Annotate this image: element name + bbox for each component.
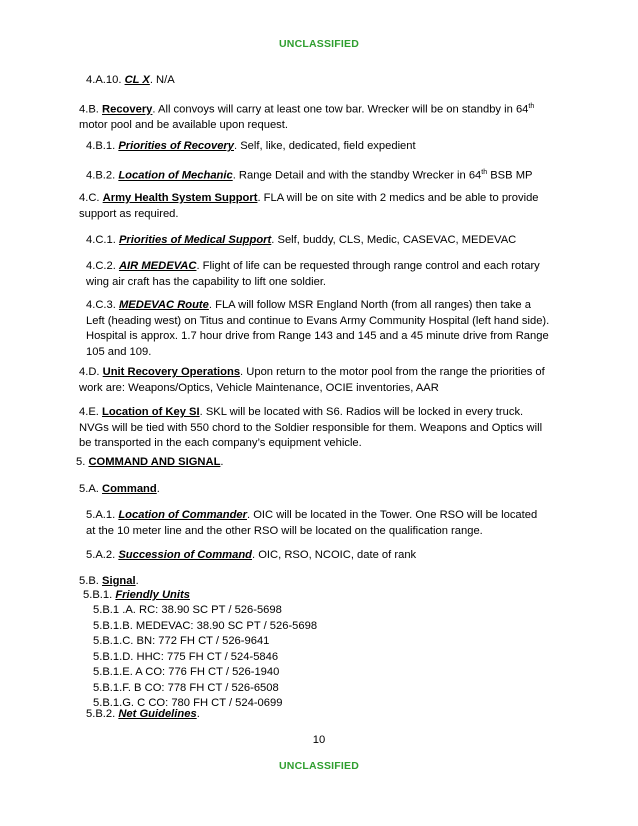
section-text: . (135, 575, 139, 587)
section-5 (76, 455, 224, 471)
list-item: 5.B.1 .A. RC: 38.90 SC PT / 526-5698 (93, 604, 282, 616)
section-title: Priorities of Medical Support (118, 234, 272, 246)
header-classification: UNCLASSIFIED (279, 38, 359, 50)
list-item: 5.B.1.G. C CO: 780 FH CT / 524-0699 (93, 697, 283, 709)
section-text-line4: 105 and 109. (86, 345, 152, 358)
section-4d (79, 365, 545, 396)
section-title: COMMAND AND SIGNAL (88, 456, 221, 468)
section-text-line2: at the 10 meter line and the other RSO will be located on the qualification range. (86, 524, 483, 537)
section-5a1 (86, 508, 537, 539)
section-title: CL X (124, 74, 150, 86)
section-title: Net Guidelines (118, 708, 197, 720)
section-4c2 (86, 259, 540, 290)
list-item: 5.B.1.D. HHC: 775 FH CT / 524-5846 (93, 650, 279, 663)
section-4a10 (86, 73, 175, 89)
section-number: 5.A.2. (86, 549, 119, 561)
section-text-line3: be transported in the each company’s equipment vehicle. (79, 437, 362, 449)
section-4b (79, 99, 534, 134)
section-text: . Range Detail and with the standby Wrecker in 64 (232, 169, 482, 182)
section-text: . (196, 708, 200, 720)
section-number: 5.B. (79, 575, 103, 587)
section-title: Location of Commander (118, 509, 248, 521)
section-text-line2: NVGs will be tied with 550 chord to the Soldier responsible for them. Weapons and Optics will (79, 421, 543, 434)
section-5b2 (86, 707, 200, 723)
section-text: . OIC will be located in the Tower. One RSO will be located (247, 509, 538, 521)
list-item: 5.B.1.B. MEDEVAC: 38.90 SC PT / 526-5698 (93, 619, 318, 632)
section-text: . OIC, RSO, NCOIC, date of rank (252, 549, 417, 561)
section-4b1 (86, 139, 416, 155)
section-text-line3: Hospital is approx. 1.7 hour drive from Range 143 and 145 and a 45 minute drive from Range (86, 330, 549, 342)
section-text: . All convoys will carry at least one tow bar. Wrecker will be on standby in 64 (152, 103, 529, 116)
section-text: . Self, like, dedicated, field expedient (234, 140, 416, 152)
section-text-line2: support as required. (79, 207, 179, 220)
section-4c1 (86, 233, 516, 249)
section-number: 5.B.1. (83, 589, 116, 601)
section-text-line2: work are: Weapons/Optics, Vehicle Maintenance, OCIE inventories, AAR (79, 381, 439, 394)
footer-classification: UNCLASSIFIED (279, 760, 359, 772)
section-title: Friendly Units (115, 589, 190, 601)
section-title: Command (102, 483, 157, 495)
section-number: 4.C.3. (86, 299, 119, 311)
superscript: th (528, 103, 535, 110)
section-number: 4.B. (79, 103, 103, 116)
section-title: Location of Key SI (102, 406, 200, 418)
section-number: 4.C. (79, 192, 103, 204)
section-title: Priorities of Recovery (118, 140, 234, 152)
list-item: 5.B.1.F. B CO: 778 FH CT / 526-6508 (93, 681, 279, 694)
section-4b2 (86, 165, 533, 184)
section-number: 4.C.2. (86, 260, 119, 272)
section-text: . N/A (149, 74, 175, 86)
section-title: Unit Recovery Operations (102, 366, 241, 378)
section-text-line2: Left (heading west) on Titus and continue to Evans Army Community Hospital (left hand side). (86, 314, 550, 327)
section-text: . (220, 456, 224, 468)
section-text: . Upon return to the motor pool from the range the priorities of (240, 366, 545, 378)
section-number: 5.A.1. (86, 509, 119, 521)
page-number: 10 (312, 734, 326, 746)
section-text: . (156, 483, 160, 495)
section-number: 4.E. (79, 406, 103, 418)
section-4e (79, 405, 542, 452)
section-4c (79, 191, 539, 222)
superscript: th (481, 169, 488, 176)
section-title: AIR MEDEVAC (118, 260, 197, 272)
section-number: 5. (76, 456, 89, 468)
section-text-line2: motor pool and be available upon request. (79, 119, 288, 132)
section-5a2 (86, 548, 416, 564)
section-number: 4.A.10. (86, 74, 125, 86)
section-title: Army Health System Support (102, 192, 258, 204)
section-number: 5.B.2. (86, 708, 119, 720)
section-text: . Self, buddy, CLS, Medic, CASEVAC, MEDEVAC (271, 234, 517, 246)
section-title: Signal (102, 575, 136, 587)
section-number: 5.A. (79, 483, 103, 495)
section-text: . Flight of life can be requested through range control and each rotary (196, 260, 540, 272)
section-5b1 (83, 588, 190, 604)
section-4c3 (86, 298, 549, 360)
section-text: . SKL will be located with S6. Radios will be locked in every truck. (199, 406, 524, 418)
section-title: Recovery (102, 103, 153, 116)
section-text: . FLA will follow MSR England North (from all ranges) then take a (208, 299, 531, 311)
section-5a (79, 482, 160, 498)
section-text-line2: wing air craft has the capability to lift one soldier. (86, 275, 327, 288)
list-item: 5.B.1.E. A CO: 776 FH CT / 526-1940 (93, 666, 280, 678)
section-text: . FLA will be on site with 2 medics and be able to provide (257, 192, 539, 204)
section-title: MEDEVAC Route (118, 299, 209, 311)
section-number: 4.B.1. (86, 140, 119, 152)
list-item: 5.B.1.C. BN: 772 FH CT / 526-9641 (93, 635, 270, 647)
section-text-2: BSB MP (487, 169, 533, 182)
friendly-units-list (93, 603, 317, 712)
section-number: 4.B.2. (86, 169, 119, 182)
section-number: 4.D. (79, 366, 103, 378)
section-number: 4.C.1. (86, 234, 119, 246)
section-title: Location of Mechanic (118, 169, 233, 182)
section-title: Succession of Command (118, 549, 252, 561)
